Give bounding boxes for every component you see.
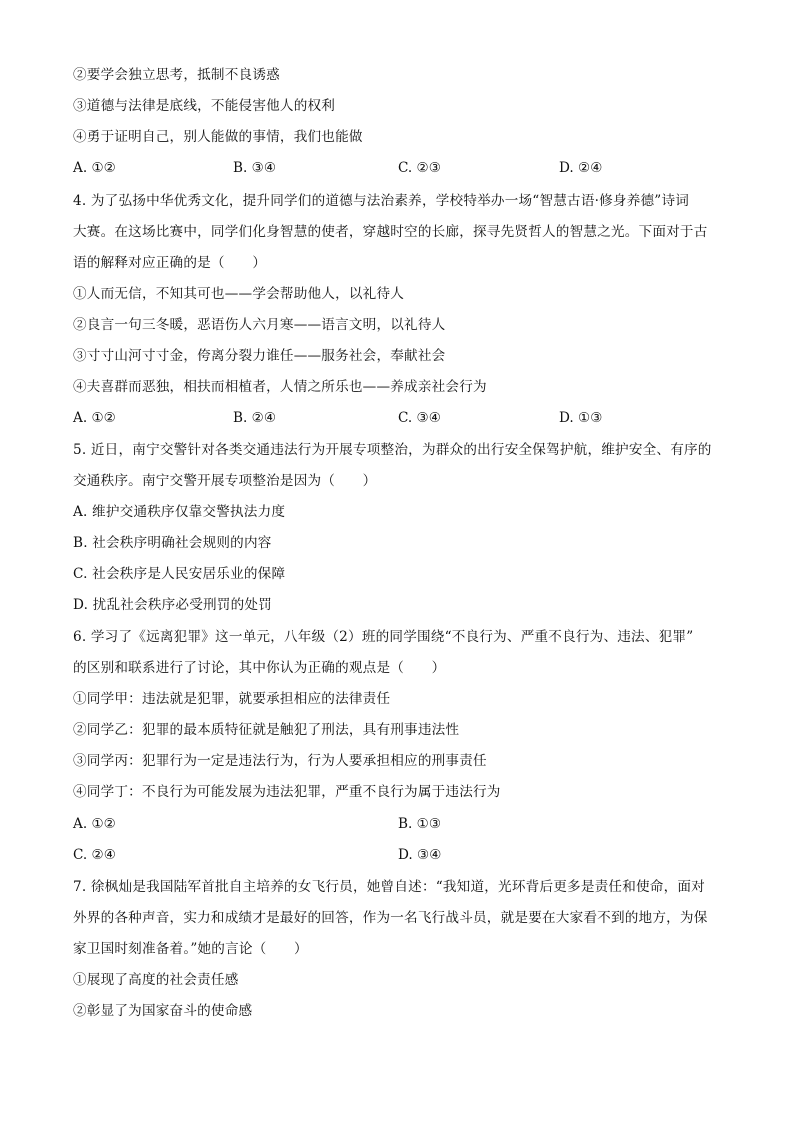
q7-stem-line-1: 7. 徐枫灿是我国陆军首批自主培养的女飞行员，她曾自述：“我知道，光环背后更多是责任和使命，面对 [73, 879, 705, 895]
q6-statement-2: ②同学乙：犯罪的最本质特征就是触犯了刑法，具有刑事违法性 [73, 722, 460, 738]
q4-option-d: D. ①③ [559, 410, 603, 426]
q3-statement-4: ④勇于证明自己，别人能做的事情，我们也能做 [73, 129, 363, 145]
q7-statement-2: ②彰显了为国家奋斗的使命感 [73, 1003, 253, 1019]
q6-statement-3: ③同学丙：犯罪行为一定是违法行为，行为人要承担相应的刑事责任 [73, 753, 487, 769]
q4-option-c: C. ③④ [398, 410, 441, 426]
q6-option-b: B. ①③ [398, 816, 442, 832]
q3-option-d: D. ②④ [559, 160, 603, 176]
q6-stem-line-1: 6. 学习了《远离犯罪》这一单元，八年级（2）班的同学围绕“不良行为、严重不良行为、违法、犯罪” [73, 629, 694, 645]
q3-option-b: B. ③④ [233, 160, 277, 176]
q6-statement-4: ④同学丁：不良行为可能发展为违法犯罪，严重不良行为属于违法行为 [73, 784, 501, 800]
q5-option-d: D. 扰乱社会秩序必受刑罚的处罚 [73, 597, 272, 613]
q4-stem-line-1: 4. 为了弘扬中华优秀文化，提升同学们的道德与法治素养，学校特举办一场“智慧古语·修身养德”诗词 [73, 193, 690, 209]
q3-statement-2: ②要学会独立思考，抵制不良诱惑 [73, 67, 280, 83]
q4-statement-3: ③寸寸山河寸寸金，侉离分裂力谁任——服务社会，奉献社会 [73, 348, 446, 364]
q4-statement-2: ②良言一句三冬暖，恶语伤人六月寒——语言文明，以礼待人 [73, 317, 446, 333]
q3-statement-3: ③道德与法律是底线，不能侵害他人的权利 [73, 98, 336, 114]
q4-statement-1: ①人而无信，不知其可也——学会帮助他人，以礼待人 [73, 286, 405, 302]
q6-option-c: C. ②④ [73, 847, 116, 863]
q4-option-b: B. ②④ [233, 410, 277, 426]
q4-statement-4: ④夫喜群而恶独，相扶而相植者，人情之所乐也——养成亲社会行为 [73, 379, 487, 395]
q3-option-a: A. ①② [73, 160, 116, 176]
q6-option-d: D. ③④ [398, 847, 442, 863]
q7-stem-line-3: 家卫国时刻准备着。”她的言论（ ） [73, 941, 308, 957]
q5-stem-line-2: 交通秩序。南宁交警开展专项整治是因为（ ） [73, 473, 377, 489]
q5-stem-line-1: 5. 近日，南宁交警针对各类交通违法行为开展专项整治，为群众的出行安全保驾护航，维护安全、有序的 [73, 442, 712, 458]
q3-option-c: C. ②③ [398, 160, 441, 176]
q7-stem-line-2: 外界的各种声音，实力和成绩才是最好的回答，作为一名飞行战斗员，就是要在大家看不到的地方，为保 [73, 910, 708, 926]
q5-option-b: B. 社会秩序明确社会规则的内容 [73, 535, 272, 551]
q7-statement-1: ①展现了高度的社会责任感 [73, 972, 239, 988]
q4-stem-line-2: 大赛。在这场比赛中，同学们化身智慧的使者，穿越时空的长廊，探寻先贤哲人的智慧之光。下面对于古 [73, 224, 708, 240]
q5-option-a: A. 维护交通秩序仅靠交警执法力度 [73, 504, 286, 520]
q6-option-a: A. ①② [73, 816, 116, 832]
q6-statement-1: ①同学甲：违法就是犯罪，就要承担相应的法律责任 [73, 691, 391, 707]
q4-option-a: A. ①② [73, 410, 116, 426]
q6-stem-line-2: 的区别和联系进行了讨论，其中你认为正确的观点是（ ） [73, 660, 446, 676]
q4-stem-line-3: 语的解释对应正确的是（ ） [73, 255, 267, 271]
q5-option-c: C. 社会秩序是人民安居乐业的保障 [73, 566, 286, 582]
